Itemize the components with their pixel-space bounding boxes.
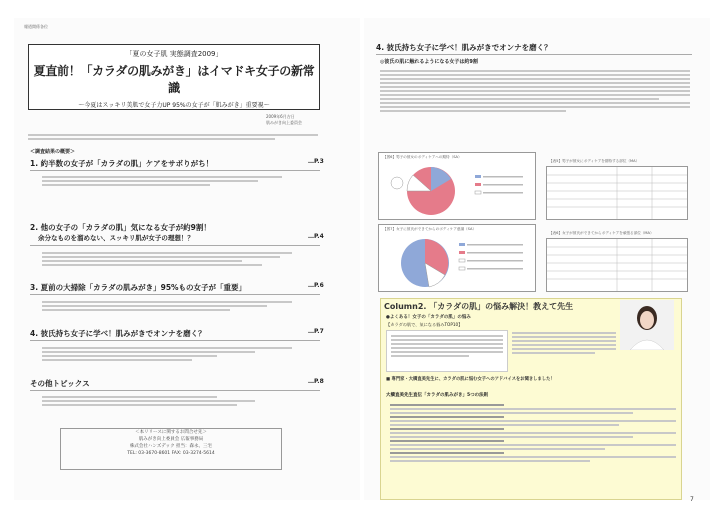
table-5-grid — [547, 167, 687, 219]
section-2-page: …P.4 — [308, 233, 324, 240]
legend-swatch — [475, 191, 481, 194]
right-section-heading: 4. 彼氏持ち女子に学べ！肌みがきでオンナを磨く？ — [376, 43, 552, 52]
divider — [30, 170, 320, 171]
column2-advice-heading: ■ 専門家・大橋直美先生に、カラダの肌に悩む女子へのアドバイスをお聞きしました！ — [386, 377, 555, 382]
contact-line-3: 株式会社ハンズデック 担当：森永、三宅 — [129, 444, 213, 449]
table-6 — [546, 231, 688, 292]
header-tag: 報道関係各位 — [24, 24, 48, 29]
table-6-label: 【表6】女子が彼氏ができてからボディケアを頑張る部位（MA） — [549, 231, 654, 235]
summary-heading: ＜調査結果の概要＞ — [30, 149, 76, 155]
section-1-title: 1. 約半数の女子が「カラダの肌」ケアをサボりがち！ — [30, 159, 214, 168]
contact-footer — [60, 428, 282, 470]
legend-text-line — [483, 184, 523, 186]
contact-line-1: ＜本リリースに関するお問合せ先＞ — [135, 430, 207, 435]
section-3-bullets — [42, 299, 292, 313]
column2-question: 【カラダの肌で、気になる悩みTOP10】 — [386, 322, 463, 327]
page-number: 7 — [690, 496, 694, 503]
pie-chart-6 — [379, 153, 535, 219]
legend-swatch — [459, 267, 465, 270]
release-date: 2009年6月吉日 — [266, 114, 295, 119]
legend-text-line — [483, 192, 523, 194]
column2-title: Column2. 「カラダの肌」の悩み解決！教えて先生 — [384, 302, 574, 311]
section-3-page: …P.6 — [308, 282, 324, 289]
table-6-grid — [547, 239, 687, 291]
section-4-title: 4. 彼氏持ち女子に学べ！肌みがきでオンナを磨く？ — [30, 329, 206, 338]
column2-rules-heading: 大橋直美先生直伝「カラダの肌みがき」5つの法則 — [386, 393, 489, 398]
pie-slice-small — [391, 177, 403, 189]
pie-chart-7 — [379, 225, 535, 291]
section-2-subtitle: 余分なものを溜めない、スッキリ肌が女子の理想！？ — [38, 234, 194, 242]
intro-text — [28, 132, 318, 142]
divider — [30, 294, 320, 295]
section-3-title: 3. 夏前の大掃除「カラダの肌みがき」95%もの女子が「重要」 — [30, 283, 247, 292]
divider — [376, 54, 692, 55]
title-line-1: 「夏の女子肌 実態調査2009」 — [125, 50, 223, 58]
release-title-box — [28, 44, 320, 110]
legend-text-line — [483, 176, 523, 178]
section-2-bullets — [42, 250, 292, 268]
legend-text-line — [467, 252, 523, 254]
column2-text — [512, 330, 616, 356]
section-5-title: その他トピックス — [30, 379, 90, 388]
chart-7-label: 【図7】女子に彼氏ができてからのボディケア意識（SA） — [383, 227, 477, 231]
portrait-icon — [620, 300, 674, 350]
section-1-bullets — [42, 174, 282, 188]
contact-line-2: 肌みがき向上委員会 広報事務局 — [138, 437, 204, 442]
table-5 — [546, 159, 688, 220]
title-line-3: 〜今夏はスッキリ美肌で女子力UP 95%の女子が「肌みがき」重要視〜 — [78, 102, 270, 109]
divider — [30, 390, 320, 391]
column2-subheading: ●よくある！女子の「カラダの肌」の悩み — [386, 315, 471, 320]
divider — [30, 245, 320, 246]
right-subheading: ◎彼氏の肌に触れるようになる女子は約9割 — [380, 59, 478, 65]
divider — [30, 340, 320, 341]
legend-text-line — [467, 268, 523, 270]
chart-figure-6 — [378, 152, 536, 220]
contact-line-4: TEL: 03-3670-8601 FAX: 03-3274-5614 — [127, 451, 215, 456]
legend-swatch — [459, 243, 465, 246]
release-sender: 肌みがき向上委員会 — [266, 120, 302, 125]
table-5-label: 【表5】男子が彼女にボディケアを期待する部位（MA） — [549, 159, 640, 163]
right-body-text — [380, 68, 690, 114]
section-4-bullets — [42, 345, 292, 363]
column2-rules — [390, 402, 676, 464]
section-5-page: …P.8 — [308, 378, 324, 385]
legend-swatch — [475, 175, 481, 178]
section-4-page: …P.7 — [308, 328, 324, 335]
section-2-title: 2. 他の女子の「カラダの肌」気になる女子が約9割！ — [30, 223, 211, 232]
title-line-2: 夏直前！「カラダの肌みがき」はイマドキ女子の新常識 — [33, 64, 315, 95]
chart-6-label: 【図6】男子の彼女のボディケアへの期待（SA） — [383, 155, 462, 159]
legend-text-line — [467, 244, 523, 246]
expert-portrait — [620, 300, 674, 350]
legend-swatch — [459, 259, 465, 262]
concerns-list — [386, 330, 508, 372]
legend-swatch — [475, 183, 481, 186]
legend-text-line — [467, 260, 523, 262]
section-5-bullets — [42, 394, 292, 408]
section-1-page: …P.3 — [308, 158, 324, 165]
chart-figure-7 — [378, 224, 536, 292]
legend-swatch — [459, 251, 465, 254]
